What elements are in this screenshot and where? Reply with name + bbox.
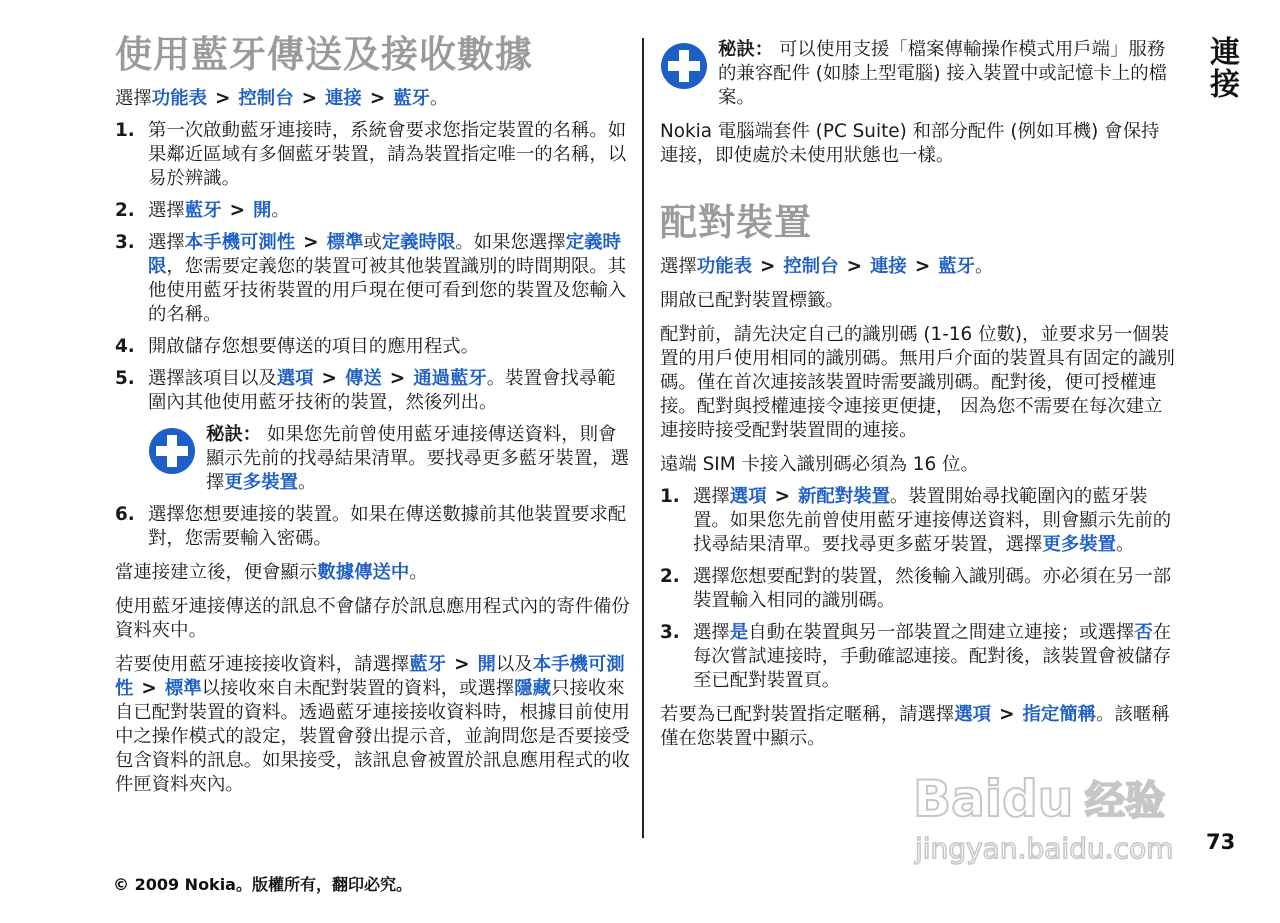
tip-box — [148, 423, 630, 495]
list-item: 6. 選擇您想要連接的裝置。如果在傳送數據前其他裝置要求配對，您需要輸入密碼。 — [115, 503, 627, 549]
tip-box — [660, 38, 1175, 110]
steps-list — [660, 485, 1175, 693]
option-link[interactable]: 本手機可測性 — [184, 231, 296, 253]
list-item: 4. 開啟儲存您想要傳送的項目的應用程式。 — [115, 335, 480, 357]
option-link[interactable]: 藍牙 — [409, 653, 447, 675]
option-link[interactable]: 更多裝置 — [1042, 533, 1117, 555]
column-divider — [642, 38, 644, 838]
option-link[interactable]: 新配對裝置 — [798, 485, 890, 507]
option-link[interactable]: 選項 — [729, 485, 767, 507]
status-link: 數據傳送中 — [317, 561, 410, 583]
plus-tip-icon — [148, 427, 196, 475]
paragraph: 遠端 SIM 卡接入識別碼必須為 16 位。 — [660, 453, 979, 475]
option-link[interactable]: 否 — [1134, 621, 1153, 643]
left-column — [115, 34, 630, 797]
list-item: 1. 第一次啟動藍牙連接時，系統會要求您指定裝置的名稱。如果鄰近區域有多個藍牙裝置，請為裝置指定唯一的名稱，以易於辨識。 — [115, 119, 627, 189]
path-link-menu[interactable]: 功能表 — [151, 87, 207, 109]
option-link[interactable]: 定義時限 — [381, 231, 456, 253]
baidu-watermark-logo — [905, 760, 1205, 870]
paragraph: 若要使用藍牙連接接收資料，請選擇藍牙 > 開以及本手機可測性 > 標準以接收來自未配對裝置的資料，或選擇隱藏只接收來自已配對裝置的資料。透過藍牙連接接收資料時，根據目前使用中之操作模式的設定，裝置會發出提示音，並詢問您是否要接受包含資料的訊息。如果接受，該訊息會被置於訊息應用程式的收件匣資料夾內。 — [115, 653, 630, 795]
menu-path: 選擇功能表 > 控制台 > 連接 > 藍牙。 — [660, 255, 994, 277]
paragraph: 當連接建立後，便會顯示數據傳送中。 — [115, 561, 428, 583]
page-number: 73 — [1206, 830, 1236, 854]
list-item: 1. 選擇選項 > 新配對裝置。裝置開始尋找範圍內的藍牙裝置。如果您先前曾使用藍牙連接傳送資料，則會顯示先前的找尋結果清單。要找尋更多藍牙裝置，選擇更多裝置。 — [660, 485, 1172, 555]
paragraph: Nokia 電腦端套件 (PC Suite) 和部分配件 (例如耳機) 會保持連接，即使處於未使用狀態也一樣。 — [660, 121, 1160, 166]
option-link[interactable]: 是 — [729, 621, 749, 643]
option-link[interactable]: 定義時限 — [148, 231, 621, 277]
list-item: 2. 選擇您想要配對的裝置，然後輸入識別碼。亦必須在另一部裝置輸入相同的識別碼。 — [660, 565, 1172, 611]
steps-list — [115, 119, 630, 415]
section-title-bluetooth-transfer: 使用藍牙傳送及接收數據 — [115, 33, 533, 76]
option-link[interactable]: 標準 — [326, 231, 364, 253]
list-item: 2. 選擇藍牙 > 開。 — [115, 199, 290, 221]
paragraph: 配對前，請先決定自己的識別碼 (1-16 位數)，並要求另一個裝置的用戶使用相同的識別碼。無用戶介面的裝置具有固定的識別碼。僅在首次連接該裝置時需要識別碼。配對後，便可授權連接。配對與授權連接令連接更便捷， 因為您不需要在每次建立連接時接受配對裝置間的連接。 — [660, 323, 1175, 441]
plus-tip-icon — [660, 42, 708, 90]
option-link[interactable]: 選項 — [954, 703, 992, 725]
steps-list-cont — [115, 503, 630, 551]
option-link[interactable]: 開 — [477, 653, 496, 675]
section-title-pairing: 配對裝置 — [660, 201, 812, 244]
copyright-notice: © 2009 Nokia。版權所有，翻印必究。 — [113, 875, 412, 894]
option-link[interactable]: 開 — [253, 199, 272, 221]
svg-text:经验: 经验 — [1085, 778, 1165, 824]
section-side-title: 連接 — [1204, 36, 1239, 100]
list-item: 3. 選擇本手機可測性 > 標準或定義時限。如果您選擇定義時限，您需要定義您的裝置可被其他裝置識別的時間期限。其他使用藍牙技術裝置的用戶現在便可看到您的裝置及您輸入的名稱。 — [115, 231, 627, 325]
option-link[interactable]: 隱藏 — [514, 677, 552, 699]
path-link-control-panel[interactable]: 控制台 — [783, 255, 839, 277]
tip-text: 秘訣： 如果您先前曾使用藍牙連接傳送資料，則會顯示先前的找尋結果清單。要找尋更多藍牙裝置，選擇更多裝置。 — [206, 423, 629, 493]
svg-text:Baidu: Baidu — [913, 770, 1074, 828]
option-link[interactable]: 本手機可測性 — [115, 653, 625, 699]
paragraph: 若要為已配對裝置指定暱稱，請選擇選項 > 指定簡稱。該暱稱僅在您裝置中顯示。 — [660, 703, 1170, 749]
option-link[interactable]: 更多裝置 — [224, 471, 298, 493]
option-link[interactable]: 傳送 — [344, 367, 382, 389]
option-link[interactable]: 通過藍牙 — [413, 367, 487, 389]
paragraph: 使用藍牙連接傳送的訊息不會儲存於訊息應用程式內的寄件備份資料夾中。 — [115, 595, 630, 641]
path-link-connectivity[interactable]: 連接 — [325, 87, 362, 109]
option-link[interactable]: 標準 — [164, 677, 202, 699]
list-item: 5. 選擇該項目以及選項 > 傳送 > 通過藍牙。裝置會找尋範圍內其他使用藍牙技術的裝置，然後列出。 — [115, 367, 616, 413]
path-link-control-panel[interactable]: 控制台 — [238, 87, 294, 109]
tip-text: 秘訣： 可以使用支援「檔案傳輸操作模式用戶端」服務的兼容配件 (如膝上型電腦) 接入裝置中或記憶卡上的檔案。 — [718, 39, 1168, 108]
path-link-connectivity[interactable]: 連接 — [870, 255, 907, 277]
list-item: 3. 選擇是自動在裝置與另一部裝置之間建立連接；或選擇否在每次嘗試連接時，手動確認連接。配對後，該裝置會被儲存至已配對裝置頁。 — [660, 621, 1172, 691]
option-link[interactable]: 選項 — [276, 367, 314, 389]
option-link[interactable]: 藍牙 — [184, 199, 222, 221]
menu-path: 選擇功能表 > 控制台 > 連接 > 藍牙。 — [115, 87, 449, 109]
path-link-menu[interactable]: 功能表 — [696, 255, 752, 277]
path-link-bluetooth[interactable]: 藍牙 — [393, 87, 431, 109]
right-column — [660, 34, 1175, 751]
path-link-bluetooth[interactable]: 藍牙 — [938, 255, 976, 277]
option-link[interactable]: 指定簡稱 — [1022, 703, 1097, 725]
paragraph: 開啟已配對裝置標籤。 — [660, 289, 844, 311]
svg-text:jingyan.baidu.com: jingyan.baidu.com — [915, 832, 1174, 865]
